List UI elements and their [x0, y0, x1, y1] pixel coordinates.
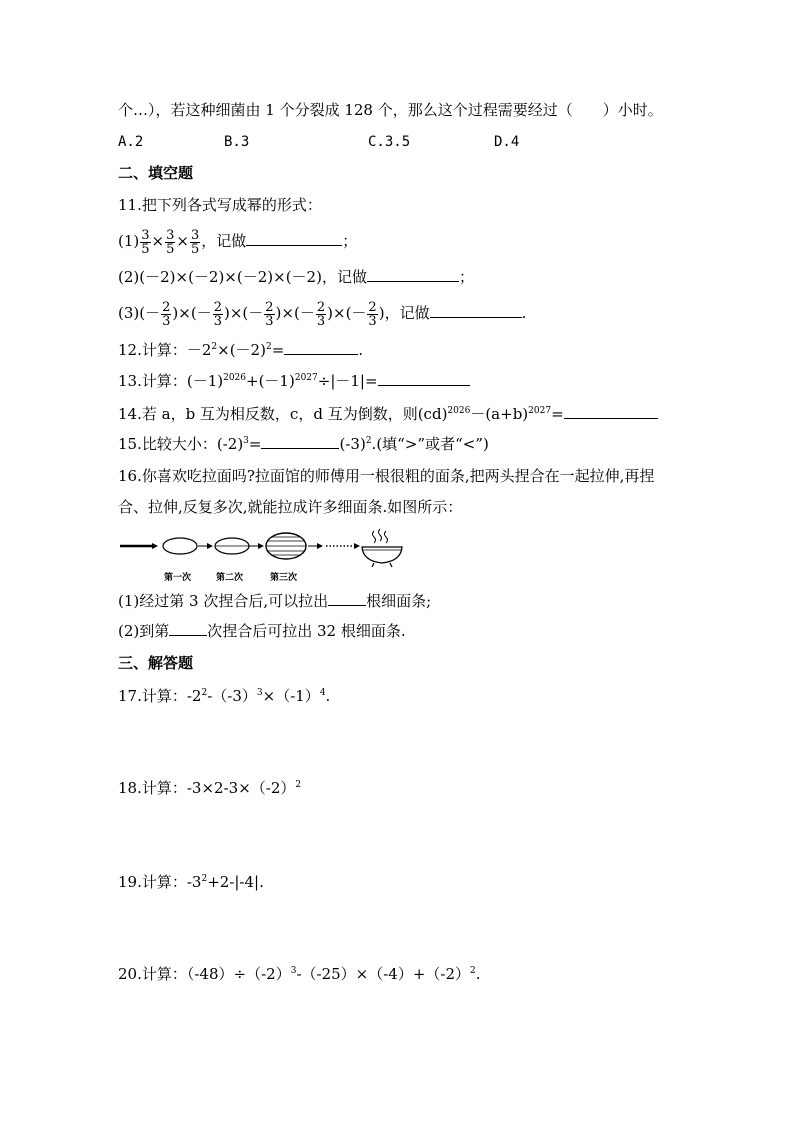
- q10-options: [118, 132, 519, 152]
- q10-option-d: D.4: [494, 134, 520, 150]
- q11-part2: (2)(－2)×(－2)×(－2)×(－2)，记做 ；: [118, 268, 474, 286]
- q19: 19.计算：$-3^2+2-|-4|$.: [118, 873, 264, 891]
- q12-blank[interactable]: [284, 340, 358, 355]
- q11-p2-blank[interactable]: [367, 267, 459, 282]
- noodle-loop-1: [163, 538, 197, 554]
- noodle-bowl-icon: [362, 529, 402, 567]
- q11-p1-fraction: $\frac{3}{5}$: [166, 227, 175, 257]
- q15: 15.比较大小：$(-2)^3= (-3)^2$.(填“>”或者“<”): [118, 435, 489, 453]
- q14-blank[interactable]: [564, 404, 658, 419]
- q10-option-a: A.2: [118, 134, 144, 150]
- q11-part1: (1) $\frac{3}{5}$ × $\frac{3}{5}$ × $\frac{3}{5}$ ，记做 ；: [118, 227, 358, 257]
- arrow-icon: [152, 543, 158, 549]
- q11-p3-fraction: $\frac{2}{3}$: [316, 299, 326, 329]
- q14: 14.若 a，b 互为相反数，c，d 互为倒数，则$(cd)^{2026}-(a+b)^{2027}=$: [118, 404, 658, 424]
- arrow-icon: [258, 543, 264, 549]
- q11-part3: (3)(－ $\frac{2}{3}$ )×(－ $\frac{2}{3}$ )×(－ $\frac{2}{3}$ )×(－ $\frac{2}{3}$ )×(－ $\frac{2}{3}$ )，记做 .: [118, 299, 527, 329]
- q20: 20.计算：$(-48)\div(-2)^3-(-25)\times(-4)+(-2)^2$.: [118, 965, 481, 983]
- q11-p3-fraction: $\frac{2}{3}$: [265, 299, 274, 329]
- q16-part2: (2)到第 次捏合后可拉出 32 根细面条.: [118, 622, 406, 640]
- q18: 18.计算：$-3\times 2-3\times(-2)^2$: [118, 779, 302, 797]
- q11-p1-fraction: $\frac{3}{5}$: [190, 227, 200, 257]
- q13: 13.计算：$(-1)^{2026}+(-1)^{2027}\div|-1|=$: [118, 371, 470, 391]
- q11-p1-label: (1): [118, 232, 140, 250]
- q16-line1: 16.你喜欢吃拉面吗?拉面馆的师傅用一根很粗的面条,把两头捏合在一起拉伸,再捏: [118, 467, 655, 485]
- q16-p1-blank[interactable]: [328, 591, 366, 606]
- q11-stem: 11.把下列各式写成幂的形式：: [118, 196, 322, 214]
- figure-label-3: 第三次: [270, 573, 298, 583]
- q15-blank[interactable]: [261, 434, 339, 449]
- q10-continuation: 个…），若这种细菌由 1 个分裂成 128 个，那么这个过程需要经过（ ）小时。: [118, 101, 663, 119]
- q10-option-c: C.3.5: [368, 134, 411, 150]
- q10-option-b: B.3: [224, 134, 250, 150]
- q11-p3-fraction: $\frac{2}{3}$: [213, 299, 222, 329]
- q11-p1-blank[interactable]: [246, 231, 342, 246]
- q16-part1: (1)经过第 3 次捏合后,可以拉出 根细面条;: [118, 592, 432, 610]
- q17: 17.计算：$-2^2-(-3)^3\times(-1)^4$.: [118, 687, 331, 705]
- section2-title: 二、填空题: [118, 164, 194, 182]
- q11-p1-fraction: $\frac{3}{5}$: [141, 227, 150, 257]
- arrow-icon: [207, 543, 213, 549]
- q11-p3-fraction: $\frac{2}{3}$: [162, 299, 171, 329]
- q12: 12.计算：$-2^2\times(-2)^2=$ .: [118, 341, 364, 359]
- q16-line2: 合、拉伸,反复多次,就能拉成许多细面条.如图所示：: [118, 498, 463, 516]
- figure-label-2: 第二次: [216, 573, 244, 583]
- q16-p2-blank[interactable]: [169, 621, 207, 636]
- noodle-figure: [118, 528, 418, 584]
- q13-blank[interactable]: [378, 371, 470, 386]
- q11-p3-blank[interactable]: [430, 303, 522, 318]
- arrow-icon: [354, 543, 360, 549]
- figure-label-1: 第一次: [164, 573, 192, 583]
- q11-p3-fraction: $\frac{2}{3}$: [368, 299, 377, 329]
- section3-title: 三、解答题: [118, 654, 194, 672]
